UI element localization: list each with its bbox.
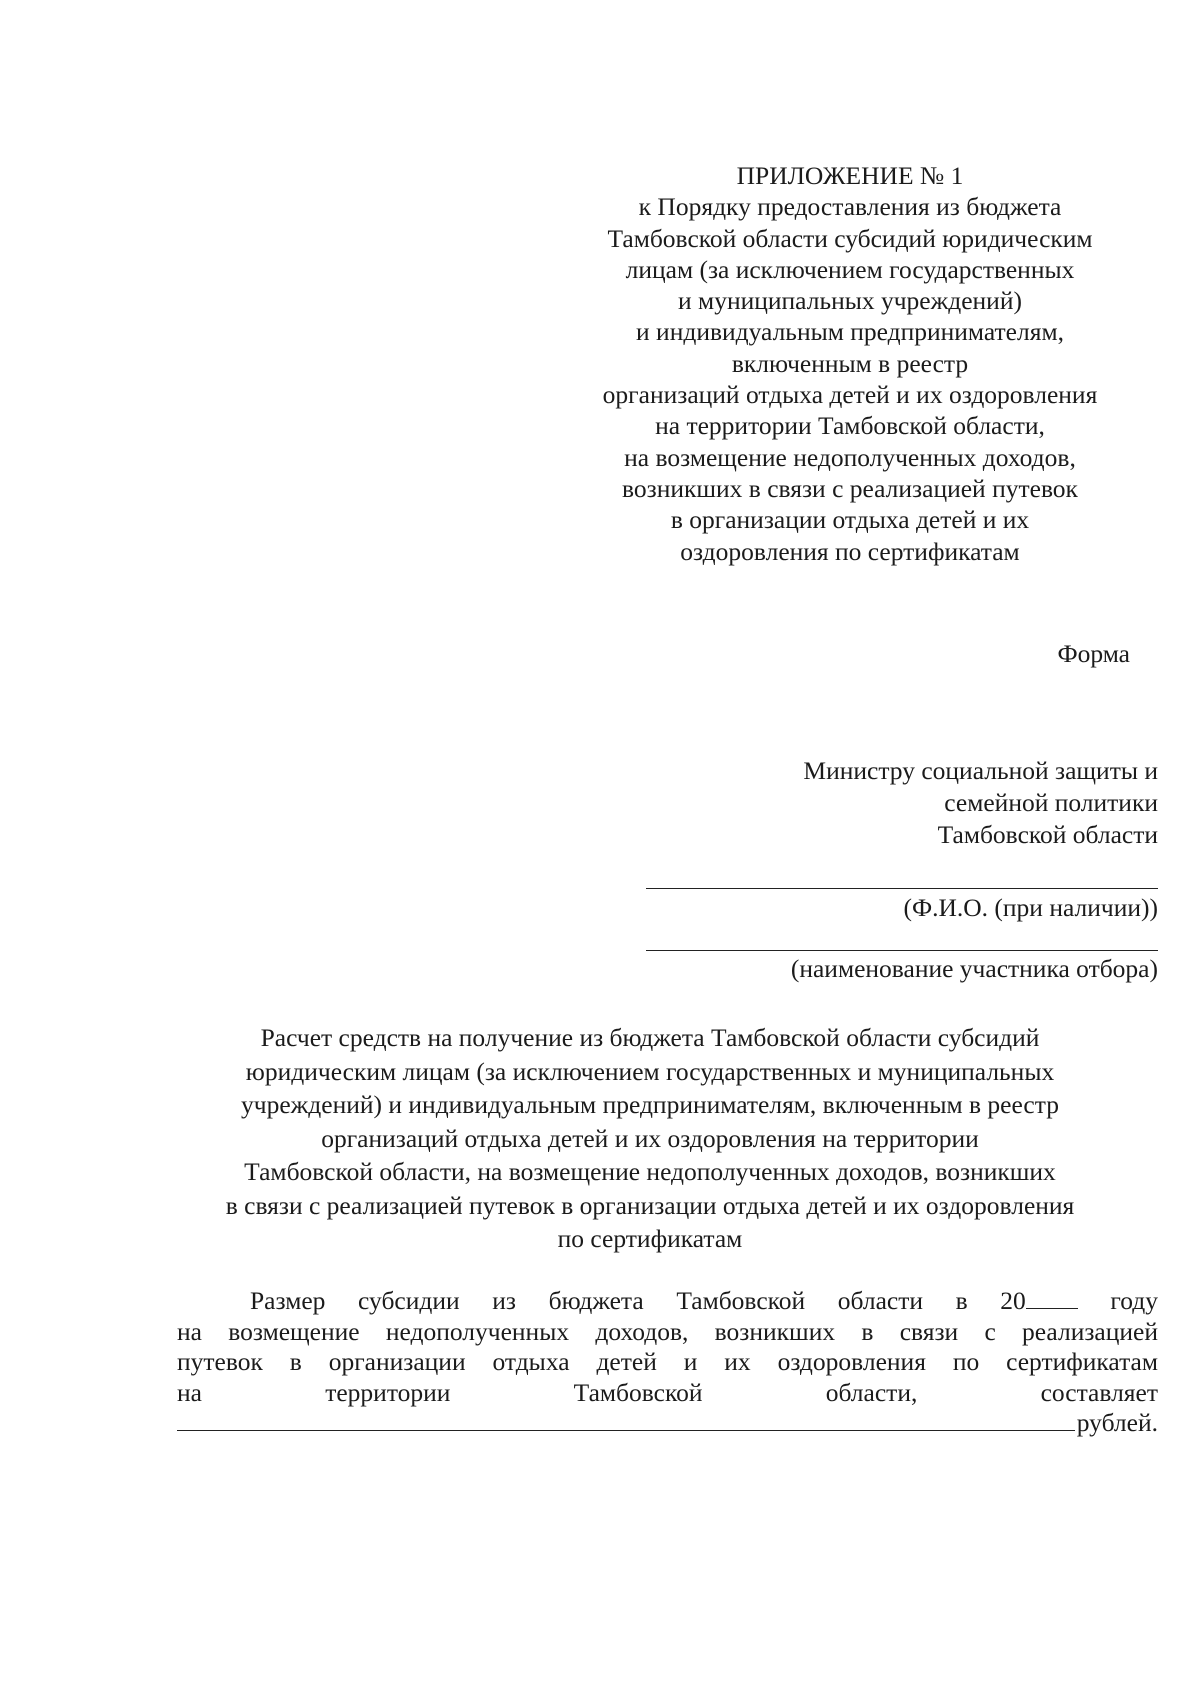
- paragraph-year-suffix: году: [1110, 1286, 1158, 1315]
- year-blank[interactable]: [1026, 1288, 1078, 1309]
- title-line: в связи с реализацией путевок в организации отдыха детей и их оздоровления: [225, 1190, 1075, 1220]
- appendix-line: включенным в реестр: [731, 348, 969, 378]
- appendix-block: [570, 160, 1130, 567]
- addressee-block: [640, 755, 1158, 851]
- appendix-line: лицам (за исключением государственных: [625, 254, 1075, 284]
- title-line: учреждений) и индивидуальным предпринимателям, включенным в реестр: [241, 1090, 1059, 1119]
- appendix-line: на территории Тамбовской области,: [655, 411, 1045, 441]
- paragraph-line-4: на территории Тамбовской области, составляет: [177, 1377, 1158, 1407]
- document-title: [150, 1021, 1150, 1256]
- title-line: юридическим лицам (за исключением государственных и муниципальных: [245, 1056, 1055, 1086]
- appendix-line: Тамбовской области субсидий юридическим: [607, 223, 1093, 253]
- appendix-line: к Порядку предоставления из бюджета: [638, 192, 1062, 222]
- appendix-line: и индивидуальным предпринимателям,: [636, 317, 1064, 347]
- appendix-line: возникших в связи с реализацией путевок: [622, 473, 1078, 503]
- currency-label: рублей.: [1076, 1408, 1158, 1437]
- appendix-line: в организации отдыха детей и их: [670, 505, 1030, 535]
- appendix-line: и муниципальных учреждений): [678, 286, 1022, 316]
- fio-blank-line[interactable]: [646, 888, 1158, 889]
- amount-blank[interactable]: [177, 1408, 1075, 1431]
- appendix-line: организаций отдыха детей и их оздоровления: [602, 380, 1098, 410]
- appendix-line: оздоровления по сертификатам: [680, 536, 1020, 566]
- paragraph-text: Размер субсидии из бюджета Тамбовской области в 20: [250, 1286, 1026, 1315]
- participant-blank-line[interactable]: [646, 950, 1158, 951]
- paragraph-line-2: на возмещение недополученных доходов, возникших в связи с реализацией: [177, 1316, 1158, 1346]
- amount-line: [177, 1408, 1158, 1439]
- addressee-line: Тамбовской области: [937, 820, 1158, 849]
- fio-caption: (Ф.И.О. (при наличии)): [903, 893, 1158, 922]
- appendix-heading: ПРИЛОЖЕНИЕ № 1: [736, 161, 964, 190]
- title-line: по сертификатам: [557, 1224, 743, 1253]
- subsidy-paragraph: [177, 1286, 1158, 1439]
- title-line: Расчет средств на получение из бюджета Тамбовской области субсидий: [260, 1023, 1040, 1052]
- participant-caption: (наименование участника отбора): [790, 954, 1158, 983]
- title-line: Тамбовской области, на возмещение недополученных доходов, возникших: [244, 1157, 1056, 1186]
- paragraph-line-3: путевок в организации отдыха детей и их оздоровления по сертификатам: [177, 1347, 1158, 1376]
- appendix-line: на возмещение недополученных доходов,: [624, 442, 1076, 472]
- addressee-line: Министру социальной защиты и: [803, 756, 1158, 785]
- paragraph-line-1: [177, 1286, 1158, 1317]
- form-label: Форма: [1057, 639, 1130, 668]
- title-line: организаций отдыха детей и их оздоровления на территории: [321, 1123, 979, 1153]
- addressee-line: семейной политики: [944, 788, 1158, 817]
